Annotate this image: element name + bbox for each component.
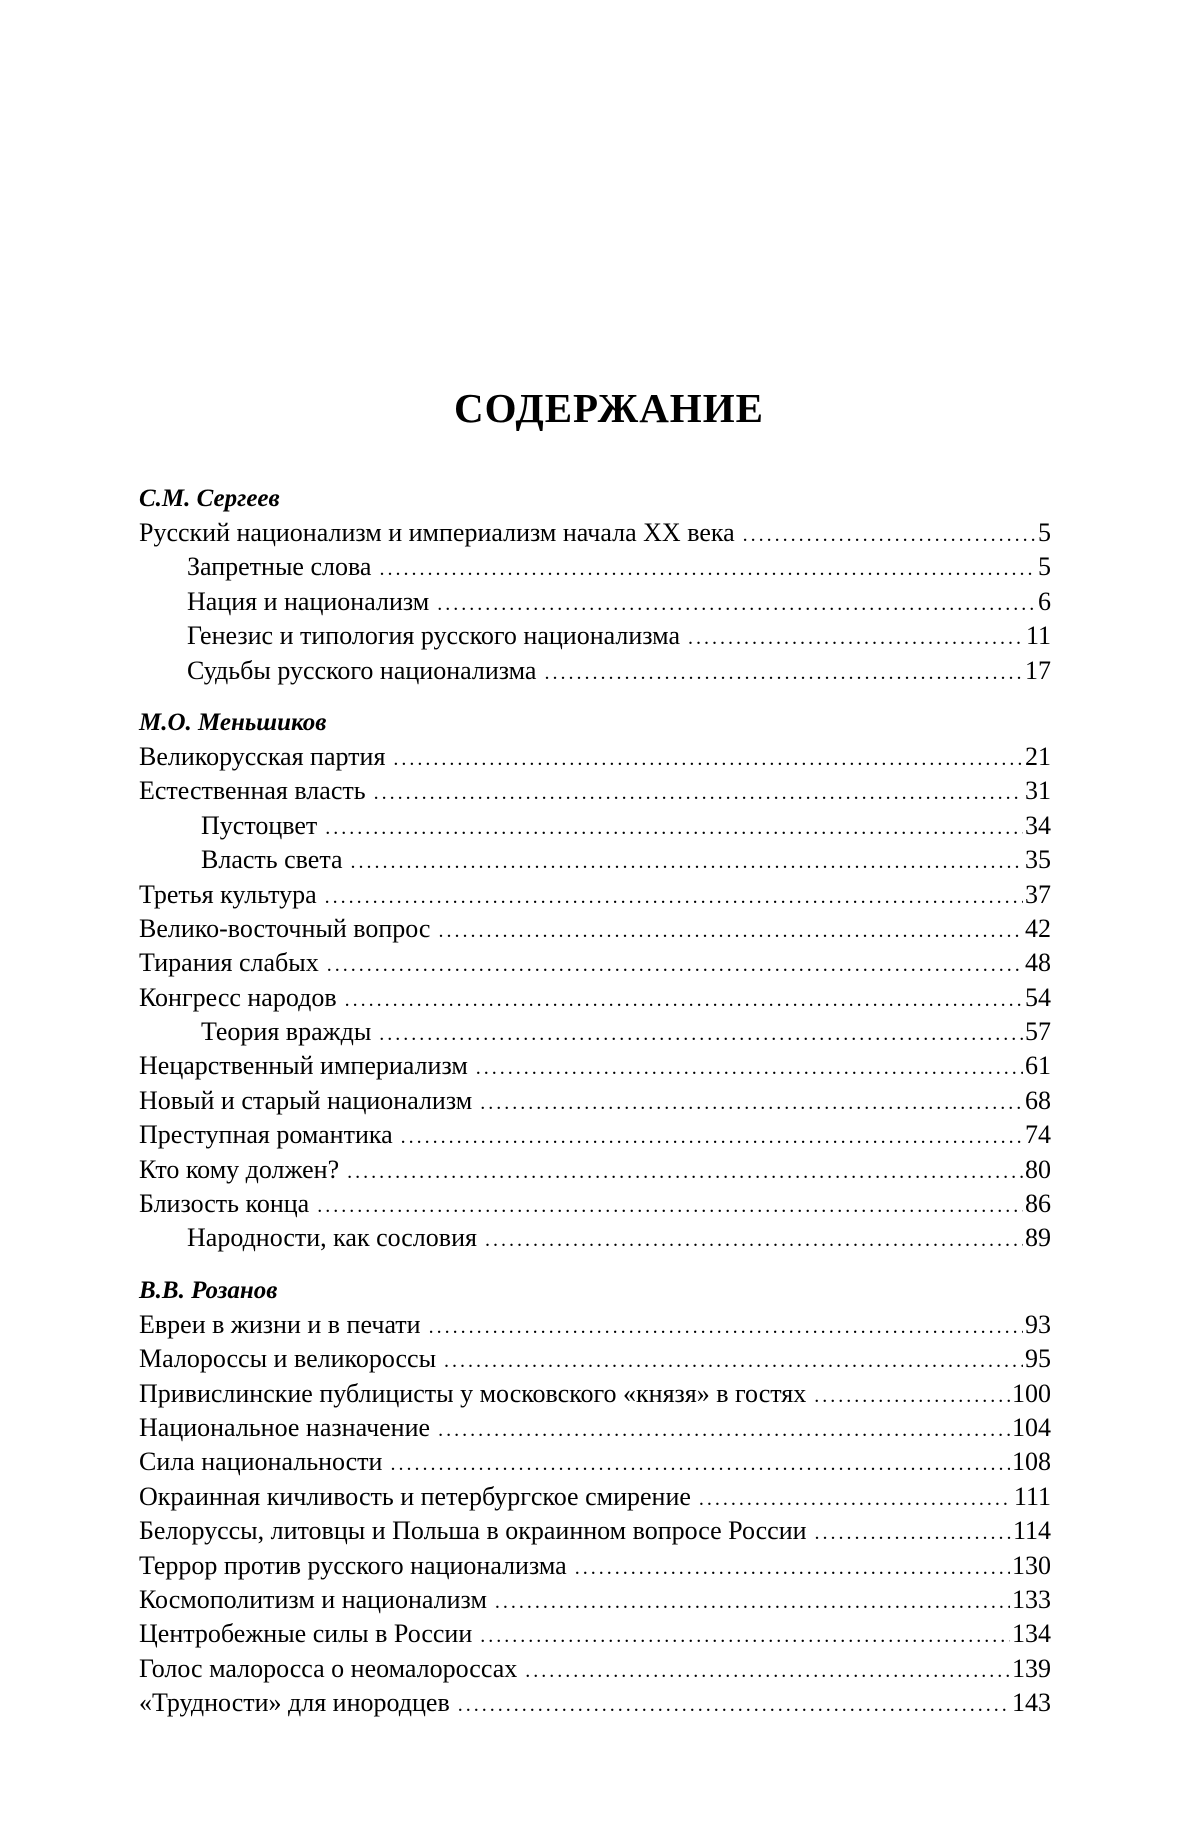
toc-entry-title: Великорусская партия [139,741,386,771]
dot-leader [743,518,1036,552]
toc-entry-page-number: 111 [1013,1481,1051,1511]
toc-entry[interactable] [139,1686,1051,1720]
dot-leader [458,1688,1010,1722]
toc-entry-page-number: 31 [1025,776,1051,806]
section-gap [139,1256,1051,1274]
toc-entry-title: Народности, как сословия [187,1223,477,1253]
toc-entry-title: Нация и национализм [187,586,430,616]
toc-entry-title: Велико-восточный вопрос [139,913,431,943]
dot-leader [393,742,1023,776]
toc-entry-title: «Трудности» для инородцев [139,1688,450,1718]
toc-entry[interactable] [139,1049,1051,1083]
toc-entry[interactable] [139,1308,1051,1342]
toc-entry[interactable] [139,1411,1051,1445]
page-title: СОДЕРЖАНИЕ [454,385,764,431]
toc-entry[interactable] [139,1187,1051,1221]
dot-leader [699,1482,1012,1516]
dot-leader [379,552,1036,586]
toc-entry-page-number: 86 [1025,1189,1051,1219]
toc-entry-page-number: 80 [1025,1154,1051,1184]
section-gap [139,688,1051,706]
toc-entry-page-number: 74 [1025,1120,1051,1150]
toc-entry-title: Космополитизм и национализм [139,1584,487,1614]
toc-entry-title: Окраинная кичливость и петербургское смирение [139,1481,691,1511]
dot-leader [325,811,1023,845]
toc-entry-title: Евреи в жизни и в печати [139,1309,421,1339]
toc-entry-page-number: 89 [1025,1223,1051,1253]
toc-entry-page-number: 100 [1012,1378,1051,1408]
toc-entry-page-number: 5 [1038,518,1051,547]
toc-entry-page-number: 139 [1012,1653,1051,1683]
toc-entry-page-number: 114 [1012,1516,1051,1546]
toc-entry-page-number: 104 [1012,1412,1051,1442]
toc-entry-page-number: 11 [1025,621,1051,651]
toc-entry-page-number: 108 [1012,1447,1051,1477]
toc-entry-title: Конгресс народов [139,982,337,1012]
dot-leader [401,1120,1023,1154]
toc-entry-page-number: 35 [1025,845,1051,875]
toc-entry[interactable] [139,1377,1051,1411]
toc-entry-page-number: 42 [1025,913,1051,943]
dot-leader [327,948,1023,982]
toc-entry[interactable] [139,843,1051,877]
toc-entry[interactable] [139,1015,1051,1049]
toc-entry-title: Голос малоросса о неомалороссах [139,1653,518,1683]
toc-entry-page-number: 93 [1025,1309,1051,1339]
toc-entry-page-number: 5 [1038,552,1051,582]
dot-leader [437,587,1036,621]
toc-entry-page-number: 21 [1025,741,1051,771]
toc-entry-page-number: 34 [1025,810,1051,840]
dot-leader [444,1344,1023,1378]
toc-entry[interactable] [139,1549,1051,1583]
toc-entry-page-number: 143 [1012,1688,1051,1718]
toc-entry-page-number: 37 [1025,879,1051,909]
toc-entry-title: Малороссы и великороссы [139,1344,437,1374]
toc-entry-page-number: 134 [1012,1619,1051,1649]
dot-leader [345,983,1023,1017]
toc-entry[interactable] [139,654,1051,688]
toc-entry-page-number: 130 [1012,1550,1051,1580]
table-of-contents [139,380,1051,1721]
dot-leader [814,1379,1010,1413]
toc-entry[interactable] [139,1514,1051,1548]
dot-leader [480,1619,1010,1653]
dot-leader [317,1189,1023,1223]
toc-entry-page-number: 54 [1025,982,1051,1012]
toc-entry[interactable] [139,1118,1051,1152]
dot-leader [575,1551,1010,1585]
toc-entry[interactable] [139,1342,1051,1376]
toc-entry-title: Близость конца [139,1189,310,1219]
toc-entry[interactable] [139,619,1051,653]
toc-entry[interactable] [139,809,1051,843]
toc-entry-title: Нецарственный империализм [139,1051,468,1081]
dot-leader [374,776,1023,810]
toc-entry-title: Центробежные силы в России [139,1619,473,1649]
dot-leader [476,1051,1023,1085]
toc-section [139,1256,1051,1721]
toc-entry-title: Национальное назначение [139,1412,431,1442]
dot-leader [438,914,1023,948]
toc-entry-page-number: 68 [1025,1085,1051,1115]
toc-entry-title: Третья культура [139,879,317,909]
toc-entry-title: Судьбы русского национализма [187,655,537,685]
toc-entry-title: Кто кому должен? [139,1154,340,1184]
dot-leader [815,1516,1011,1550]
toc-entry-title: Новый и старый национализм [139,1085,473,1115]
toc-entry[interactable] [139,1652,1051,1686]
toc-entry[interactable] [139,912,1051,946]
dot-leader [347,1155,1023,1189]
toc-entry-page-number: 17 [1025,655,1051,685]
toc-entry-title: Теория вражды [201,1017,372,1047]
dot-leader [325,880,1023,914]
toc-entry[interactable] [139,1221,1051,1255]
toc-entry-title: Привислинские публицисты у московского «князя» в гостях [139,1378,807,1408]
toc-entry-title: Террор против русского национализма [139,1550,567,1580]
toc-entry[interactable] [139,550,1051,584]
dot-leader [480,1086,1023,1120]
toc-entry[interactable] [139,585,1051,619]
toc-entry-title: Преступная романтика [139,1120,393,1150]
toc-entry[interactable] [139,1583,1051,1617]
toc-entry[interactable] [139,1445,1051,1479]
toc-entry[interactable] [139,946,1051,980]
toc-entry-page-number: 48 [1025,948,1051,978]
toc-entry-page-number: 133 [1012,1584,1051,1614]
toc-entry[interactable] [139,878,1051,912]
dot-leader [485,1223,1023,1257]
dot-leader [495,1585,1010,1619]
dot-leader [544,656,1023,690]
toc-section [139,482,1051,688]
dot-leader [351,845,1023,879]
dot-leader [429,1310,1023,1344]
section-author: М.О. Меньшиков [139,708,327,736]
dot-leader [390,1447,1010,1481]
toc-sections [139,482,1051,1721]
toc-entry-title: Тирания слабых [139,948,319,978]
toc-entry[interactable] [139,1084,1051,1118]
toc-entry-title: Генезис и типология русского национализма [187,621,680,651]
toc-section [139,688,1051,1256]
toc-entry-title: Запретные слова [187,552,372,582]
toc-entry[interactable] [139,1480,1051,1514]
dot-leader [438,1413,1010,1447]
dot-leader [688,621,1024,655]
dot-leader [525,1654,1010,1688]
section-author: С.М. Сергеев [139,485,280,512]
toc-entry[interactable] [139,774,1051,808]
toc-entry[interactable] [139,740,1051,774]
toc-entry-title: Естественная власть [139,776,366,806]
toc-entry-page-number: 95 [1025,1344,1051,1374]
dot-leader [379,1017,1023,1051]
toc-entry[interactable] [139,516,1051,550]
toc-entry-title: Белоруссы, литовцы и Польша в окраинном вопросе России [139,1516,807,1546]
toc-entry-title: Власть света [201,845,343,875]
toc-entry-page-number: 57 [1025,1017,1051,1047]
toc-entry-page-number: 61 [1025,1051,1051,1081]
toc-entry[interactable] [139,981,1051,1015]
toc-entry-title: Русский национализм и империализм начала XX века [139,518,735,547]
toc-entry-title: Сила национальности [139,1447,383,1477]
section-author: В.В. Розанов [139,1276,278,1304]
toc-entry-title: Пустоцвет [201,810,318,840]
toc-entry[interactable] [139,1617,1051,1651]
toc-entry[interactable] [139,1153,1051,1187]
toc-entry-page-number: 6 [1038,586,1051,616]
